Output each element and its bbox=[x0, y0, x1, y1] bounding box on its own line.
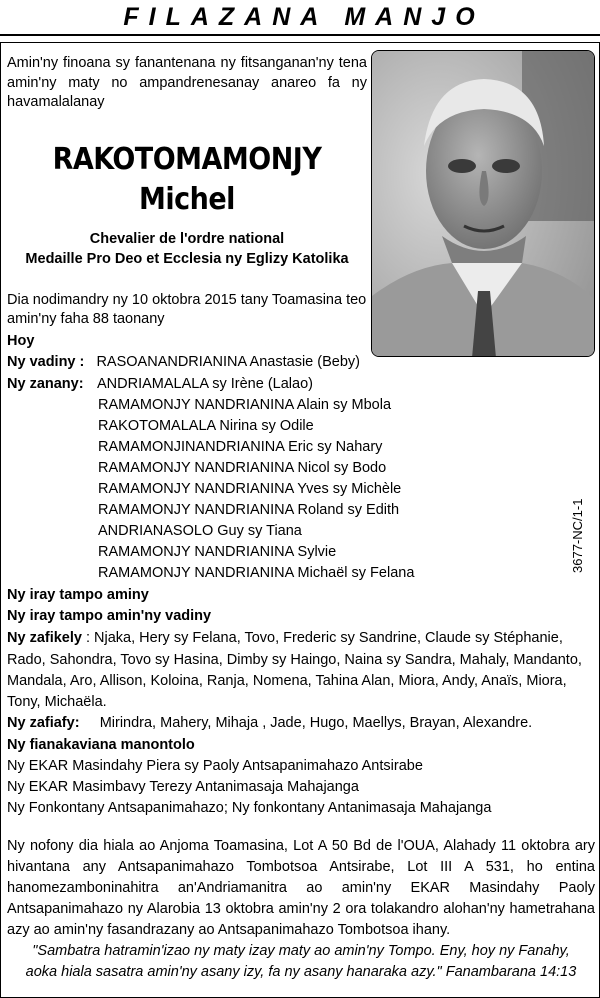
portrait-photo bbox=[371, 50, 595, 357]
reference-code: 3677-NC/1-1 bbox=[570, 498, 585, 573]
community-entry: Ny EKAR Masimbavy Terezy Antanimasaja Mahajanga bbox=[7, 779, 359, 795]
quote-line: aoka hiala sasatra amin'ny asany izy, fa ny asany hanaraka azy." Fanambarana 14:13 bbox=[25, 964, 577, 980]
deceased-last-name: RAKOTOMAMONJY bbox=[52, 142, 322, 177]
obituary-notice bbox=[0, 42, 600, 998]
scripture-quote bbox=[7, 941, 595, 983]
notice-title: FILAZANA MANJO bbox=[0, 0, 600, 36]
child-entry: RAMAMONJY NANDRIANINA Yves sy Michèle bbox=[98, 481, 402, 497]
intro-text: Amin'ny finoana sy fanantenana ny fitsanganan'ny tena amin'ny maty no ampandrenesanay anareo fa ny havamalalanay bbox=[7, 55, 367, 110]
death-announcement: Dia nodimandry ny 10 oktobra 2015 tany Toamasina teo amin'ny faha 88 taonany bbox=[7, 292, 367, 327]
child-entry: RAKOTOMALALA Nirina sy Odile bbox=[98, 418, 314, 434]
grandchildren-label: Ny zafikely bbox=[7, 630, 82, 646]
spouse-line bbox=[7, 352, 360, 372]
grandchildren-line bbox=[7, 628, 563, 648]
honor-line: Medaille Pro Deo et Ecclesia ny Eglizy Katolika bbox=[25, 251, 349, 267]
child-entry: RAMAMONJY NANDRIANINA Michaël sy Felana bbox=[98, 565, 415, 581]
deceased-first-name: Michel bbox=[139, 182, 235, 217]
community-entry: Ny EKAR Masindahy Piera sy Paoly Antsapanimahazo Antsirabe bbox=[7, 758, 423, 774]
hoy-label: Hoy bbox=[7, 333, 35, 349]
child-entry: RAMAMONJY NANDRIANINA Roland sy Edith bbox=[98, 502, 400, 518]
child-entry: RAMAMONJY NANDRIANINA Sylvie bbox=[98, 544, 337, 560]
grandchildren-names: : Njaka, Hery sy Felana, Tovo, Frederic sy Sandrine, Claude sy Stéphanie, bbox=[81, 630, 563, 646]
quote-line: "Sambatra hatramin'izao ny maty izay maty ao amin'ny Tompo. Eny, hoy ny Fanahy, bbox=[32, 943, 570, 959]
honor-line: Chevalier de l'ordre national bbox=[89, 231, 285, 247]
child-entry: RAMAMONJINANDRIANINA Eric sy Nahary bbox=[98, 439, 383, 455]
great-grandchildren-label: Ny zafiafy: bbox=[7, 715, 80, 731]
child-entry: RAMAMONJY NANDRIANINA Alain sy Mbola bbox=[98, 397, 392, 413]
grandchildren-names: Tony, Michaëla. bbox=[7, 694, 107, 710]
child-entry: RAMAMONJY NANDRIANINA Nicol sy Bodo bbox=[98, 460, 387, 476]
great-grandchildren-line bbox=[7, 713, 532, 733]
child-entry: ANDRIAMALALA sy Irène (Lalao) bbox=[97, 376, 313, 392]
children-label: Ny zanany: bbox=[7, 376, 84, 392]
siblings-label: Ny iray tampo aminy bbox=[7, 587, 149, 603]
spouse-label: Ny vadiny : bbox=[7, 354, 85, 370]
honors bbox=[7, 229, 367, 269]
grandchildren-names: Rado, Sahondra, Tovo sy Hasina, Dimby sy Haingo, Naina sy Sandra, Mahaly, Mandanto, bbox=[7, 652, 582, 668]
funeral-details: Ny nofony dia hiala ao Anjoma Toamasina, Lot A 50 Bd de l'OUA, Alahady 11 oktobra ary hivantana any Antsapanimahazo Tombotsoa Antsirabe, Lot III A 531, ho entina hanomezamboninahitra an'Andriamanitra ao amin'ny EKAR Masindahy Paoly Antsapanimahazo ny Alarobia 13 oktobra amin'ny 2 ora tolakandro alohan'ny hametrahana azy ao amin'ny fasandrazany ao Antsapanimahazo Tombotsoa ihany. bbox=[7, 838, 595, 938]
community-entry: Ny Fonkontany Antsapanimahazo; Ny fonkontany Antanimasaja Mahajanga bbox=[7, 800, 492, 816]
child-entry: ANDRIANASOLO Guy sy Tiana bbox=[98, 523, 302, 539]
grandchildren-names: Mandala, Aro, Allison, Koloina, Ranja, Nomena, Tahina Alan, Miora, Andy, Anaïs, Miora, bbox=[7, 673, 567, 689]
spouse-name: RASOANANDRIANINA Anastasie (Beby) bbox=[96, 354, 360, 370]
great-grandchildren-names: Mirindra, Mahery, Mihaja , Jade, Hugo, Maellys, Brayan, Alexandre. bbox=[99, 715, 533, 731]
spouse-siblings-label: Ny iray tampo amin'ny vadiny bbox=[7, 608, 212, 624]
whole-family-label: Ny fianakaviana manontolo bbox=[7, 737, 195, 753]
